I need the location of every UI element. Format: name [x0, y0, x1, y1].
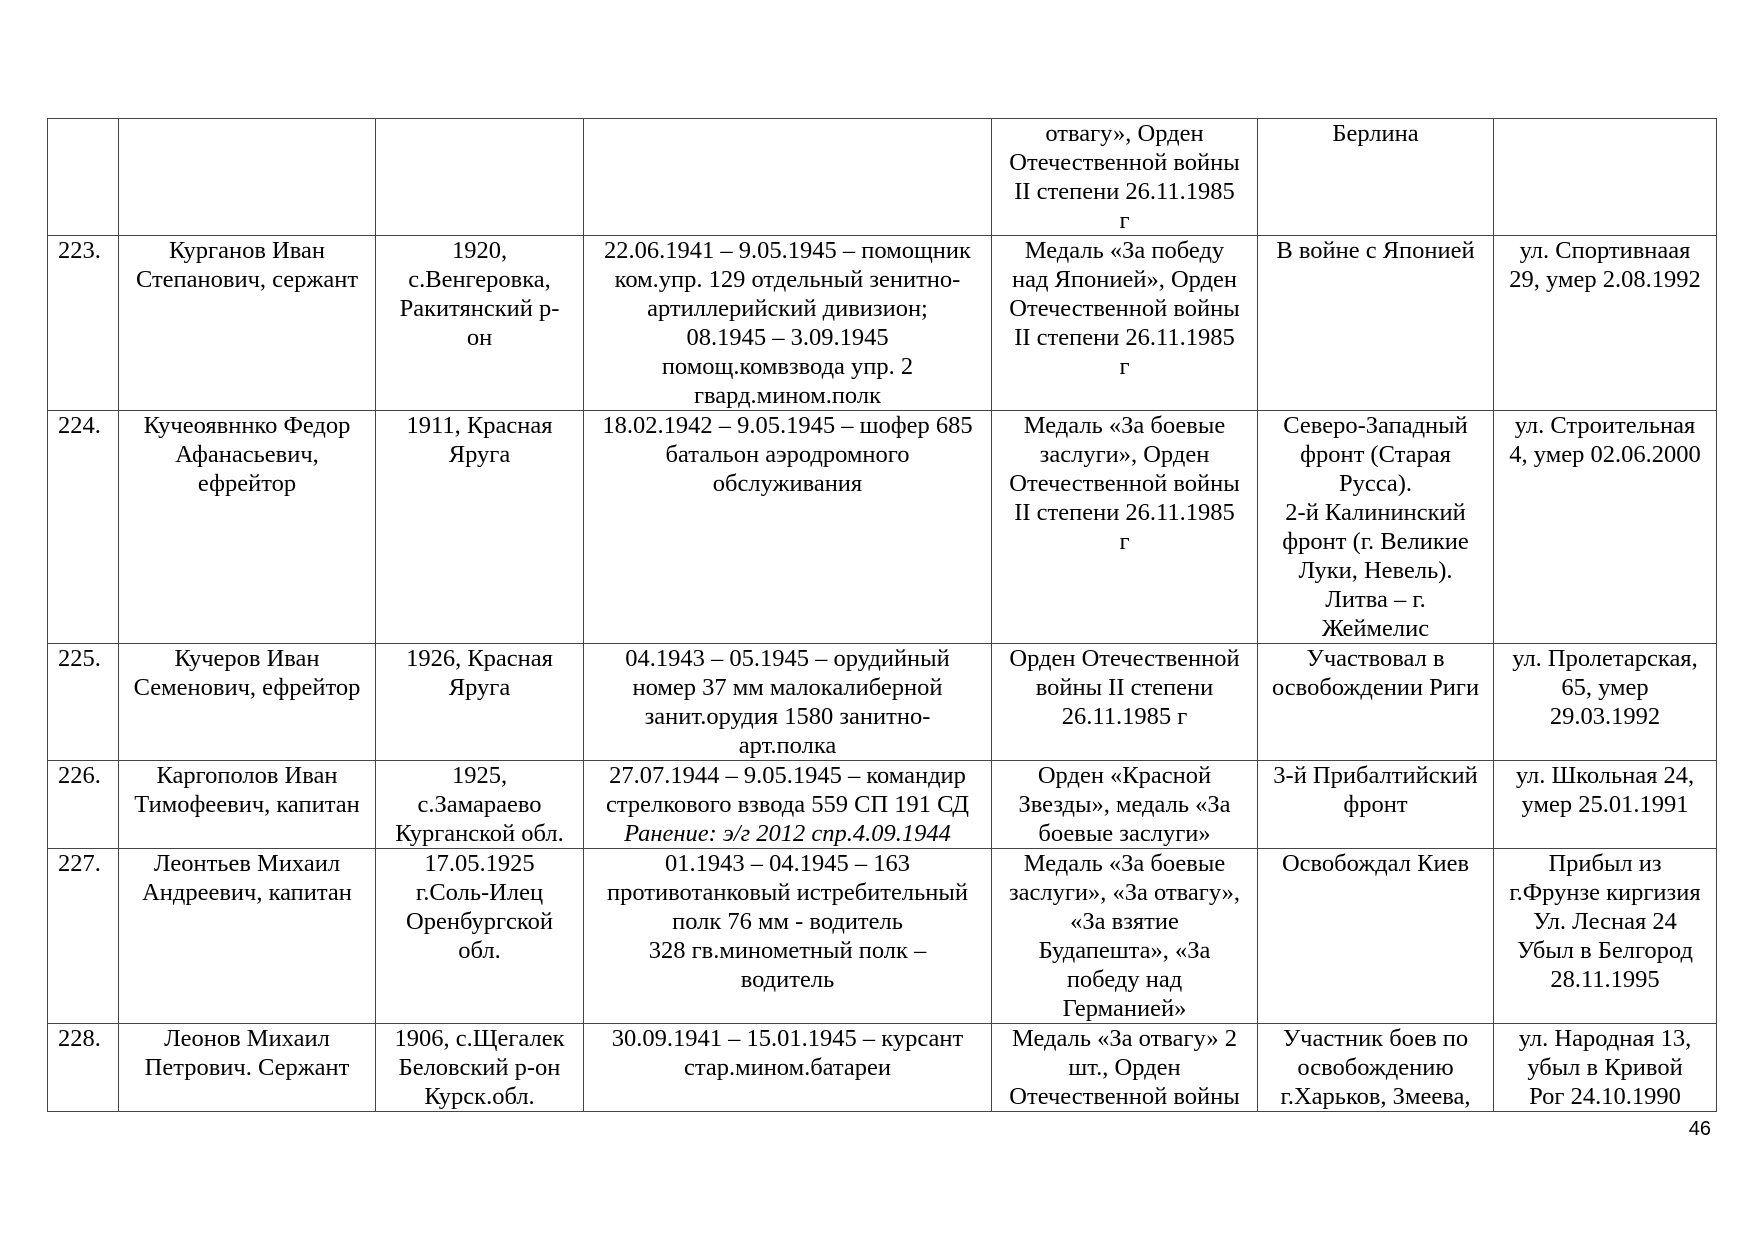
- cell-line: Афанасьевич,: [175, 441, 319, 468]
- cell-line: Леонов Михаил: [164, 1025, 330, 1052]
- cell-line: 65, умер: [1561, 674, 1649, 701]
- cell-line: Яруга: [448, 441, 511, 468]
- table-row: [48, 1024, 1717, 1112]
- cell-line: гвард.мином.полк: [694, 382, 881, 409]
- cell-line: 08.1945 – 3.09.1945: [686, 324, 889, 351]
- cell-line: Ракитянский р-: [399, 295, 560, 322]
- birth-cell: [376, 644, 584, 761]
- cell-line: полк 76 мм - водитель: [672, 908, 903, 935]
- cell-line: Степанович, сержант: [135, 266, 359, 293]
- cell-line: фронт (г. Великие: [1282, 528, 1469, 555]
- table-body: [48, 119, 1717, 1112]
- birth-cell: [376, 411, 584, 644]
- cell-line: батальон аэродромного: [665, 441, 910, 468]
- cell-line: 17.05.1925: [424, 850, 535, 877]
- cell-line: Жеймелис: [1321, 615, 1430, 642]
- cell-line: артиллерийский дивизион;: [647, 295, 928, 322]
- cell-line: Кучеров Иван: [174, 645, 320, 672]
- cell-line: ул. Спортивнаая: [1519, 237, 1691, 264]
- table-row: [48, 849, 1717, 1024]
- cell-line: ул. Строительная: [1514, 412, 1696, 439]
- row-number-cell: 226.: [48, 761, 119, 849]
- cell-line: Оренбургской: [406, 908, 553, 935]
- row-number-cell: 227.: [48, 849, 119, 1024]
- cell-line: Отечественной войны: [1009, 1083, 1240, 1110]
- cell-line: освобождению: [1297, 1054, 1454, 1081]
- cell-line: 29, умер 2.08.1992: [1509, 266, 1701, 293]
- table-row: [48, 761, 1717, 849]
- table-row: [48, 119, 1717, 236]
- service-cell: [584, 411, 992, 644]
- cell-line: Тимофеевич, капитан: [134, 791, 360, 818]
- service-cell: [584, 236, 992, 411]
- awards-cell: [992, 236, 1258, 411]
- battles-cell: [1258, 1024, 1494, 1112]
- cell-line: Курганов Иван: [169, 237, 325, 264]
- cell-line: водитель: [740, 966, 835, 993]
- cell-line: номер 37 мм малокалиберной: [632, 674, 943, 701]
- cell-line: 1925,: [451, 762, 508, 789]
- cell-line: Леонтьев Михаил: [153, 850, 341, 877]
- cell-line: 1920,: [451, 237, 508, 264]
- cell-line: Луки, Невель).: [1298, 557, 1453, 584]
- cell-line: 1926, Красная: [406, 645, 553, 672]
- cell-line: фронт (Старая: [1300, 441, 1451, 468]
- cell-line: II степени 26.11.1985: [1014, 499, 1235, 526]
- cell-line: Убыл в Белгород: [1517, 937, 1693, 964]
- veterans-table: [47, 118, 1717, 1112]
- cell-line: г: [1119, 528, 1130, 555]
- cell-line: В войне с Японией: [1276, 237, 1475, 264]
- row-number-cell: 224.: [48, 411, 119, 644]
- cell-line: помощ.комвзвода упр. 2: [661, 353, 914, 380]
- table-row: [48, 411, 1717, 644]
- cell-line: Северо-Западный: [1283, 412, 1468, 439]
- cell-line: Курганской обл.: [395, 820, 564, 847]
- cell-line: Ул. Лесная 24: [1533, 908, 1677, 935]
- cell-line: г.Соль-Илец: [415, 879, 544, 906]
- cell-line: ефрейтор: [197, 470, 297, 497]
- notes-cell: [1494, 1024, 1717, 1112]
- row-number-cell: 228.: [48, 1024, 119, 1112]
- birth-cell: [376, 849, 584, 1024]
- battles-cell: [1258, 236, 1494, 411]
- name-cell: [119, 849, 376, 1024]
- notes-cell: [1494, 644, 1717, 761]
- cell-line: ул. Народная 13,: [1518, 1025, 1692, 1052]
- cell-line: Яруга: [448, 674, 511, 701]
- birth-cell: [376, 236, 584, 411]
- cell-line: г: [1119, 207, 1130, 234]
- cell-line: Орден «Красной: [1037, 762, 1212, 789]
- cell-line: Звезды», медаль «За: [1018, 791, 1231, 818]
- cell-line: 18.02.1942 – 9.05.1945 – шофер 685: [602, 412, 973, 439]
- cell-line: с.Венгеровка,: [408, 266, 551, 293]
- cell-line: победу над: [1066, 966, 1183, 993]
- cell-line: противотанковый истребительный: [607, 879, 968, 906]
- name-cell: [119, 644, 376, 761]
- table-row: [48, 644, 1717, 761]
- awards-cell: [992, 644, 1258, 761]
- name-cell: [119, 761, 376, 849]
- cell-line: Курск.обл.: [424, 1083, 535, 1110]
- cell-line: обл.: [458, 937, 501, 964]
- cell-line: Андреевич, капитан: [142, 879, 352, 906]
- row-number-cell: 225.: [48, 644, 119, 761]
- awards-cell: [992, 849, 1258, 1024]
- cell-line: освобождении Риги: [1271, 674, 1480, 701]
- cell-line: арт.полка: [738, 732, 837, 759]
- page-number: 46: [1688, 1118, 1711, 1140]
- cell-line: убыл в Кривой: [1527, 1054, 1683, 1081]
- row-number-cell: [48, 119, 119, 236]
- cell-line: «За взятие: [1070, 908, 1179, 935]
- cell-line: 29.03.1992: [1549, 703, 1661, 730]
- cell-line: Медаль «За боевые: [1023, 412, 1226, 439]
- cell-line: Литва – г.: [1325, 586, 1426, 613]
- table-row: [48, 236, 1717, 411]
- wound-note: Ранение: э/г 2012 спр.4.09.1944: [624, 820, 951, 847]
- cell-line: 26.11.1985 г: [1061, 703, 1188, 730]
- cell-line: Русса).: [1338, 470, 1413, 497]
- battles-cell: [1258, 849, 1494, 1024]
- awards-cell: [992, 411, 1258, 644]
- cell-line: 28.11.1995: [1550, 966, 1660, 993]
- notes-cell: [1494, 411, 1717, 644]
- name-cell: [119, 119, 376, 236]
- name-cell: [119, 1024, 376, 1112]
- cell-line: Петрович. Сержант: [144, 1054, 350, 1081]
- name-cell: [119, 411, 376, 644]
- cell-line: Кучеоявннко Федор: [143, 412, 351, 439]
- birth-cell: [376, 119, 584, 236]
- cell-line: стрелкового взвода 559 СП 191 СД: [605, 791, 969, 818]
- cell-line: Отечественной войны: [1009, 295, 1240, 322]
- service-cell: [584, 644, 992, 761]
- cell-line: 1906, с.Щегалек: [394, 1025, 565, 1052]
- cell-line: ком.упр. 129 отдельный зенитно-: [614, 266, 961, 293]
- cell-line: шт., Орден: [1068, 1054, 1181, 1081]
- battles-cell: [1258, 411, 1494, 644]
- cell-line: ул. Пролетарская,: [1512, 645, 1698, 672]
- cell-line: Отечественной войны: [1009, 149, 1240, 176]
- cell-line: занит.орудия 1580 занитно-: [644, 703, 931, 730]
- cell-line: отвагу», Орден: [1045, 120, 1204, 147]
- service-cell: [584, 849, 992, 1024]
- cell-line: 2-й Калининский: [1285, 499, 1466, 526]
- cell-line: Участвовал в: [1306, 645, 1445, 672]
- cell-line: обслуживания: [712, 470, 863, 497]
- row-number-cell: 223.: [48, 236, 119, 411]
- cell-line: фронт: [1343, 791, 1408, 818]
- cell-line: над Японией», Орден: [1011, 266, 1238, 293]
- awards-cell: [992, 761, 1258, 849]
- service-cell: [584, 761, 992, 849]
- cell-line: 27.07.1944 – 9.05.1945 – командир: [609, 762, 966, 789]
- service-cell: [584, 119, 992, 236]
- cell-line: войны II степени: [1035, 674, 1214, 701]
- cell-line: Медаль «За победу: [1024, 237, 1225, 264]
- cell-line: заслуги», «За отвагу»,: [1008, 879, 1241, 906]
- cell-line: II степени 26.11.1985: [1014, 178, 1235, 205]
- cell-line: 04.1943 – 05.1945 – орудийный: [625, 645, 950, 672]
- cell-line: Участник боев по: [1282, 1025, 1469, 1052]
- notes-cell: [1494, 119, 1717, 236]
- service-cell: [584, 1024, 992, 1112]
- birth-cell: [376, 1024, 584, 1112]
- cell-line: умер 25.01.1991: [1521, 791, 1689, 818]
- notes-cell: [1494, 761, 1717, 849]
- cell-line: Будапешта», «За: [1038, 937, 1211, 964]
- cell-line: 328 гв.минометный полк –: [648, 937, 927, 964]
- cell-line: Семенович, ефрейтор: [133, 674, 361, 701]
- cell-line: г.Фрунзе киргизия: [1509, 879, 1701, 906]
- cell-line: г: [1119, 353, 1130, 380]
- cell-line: 22.06.1941 – 9.05.1945 – помощник: [604, 237, 971, 264]
- notes-cell: [1494, 236, 1717, 411]
- cell-line: Освобождал Киев: [1281, 850, 1470, 877]
- cell-line: Рог 24.10.1990: [1529, 1083, 1681, 1110]
- cell-line: Берлина: [1332, 120, 1419, 147]
- cell-line: Беловский р-он: [398, 1054, 561, 1081]
- cell-line: 3-й Прибалтийский: [1273, 762, 1478, 789]
- cell-line: Прибыл из: [1548, 850, 1662, 877]
- cell-line: стар.мином.батареи: [683, 1054, 892, 1081]
- name-cell: [119, 236, 376, 411]
- notes-cell: [1494, 849, 1717, 1024]
- awards-cell: [992, 1024, 1258, 1112]
- battles-cell: [1258, 119, 1494, 236]
- cell-line: II степени 26.11.1985: [1014, 324, 1235, 351]
- cell-line: заслуги», Орден: [1039, 441, 1210, 468]
- cell-line: ул. Школьная 24,: [1515, 762, 1695, 789]
- cell-line: боевые заслуги»: [1038, 820, 1211, 847]
- cell-line: Медаль «За отвагу» 2: [1012, 1025, 1237, 1052]
- cell-line: с.Замараево: [417, 791, 542, 818]
- cell-line: Медаль «За боевые: [1023, 850, 1226, 877]
- cell-line: 1911, Красная: [406, 412, 553, 439]
- cell-line: 4, умер 02.06.2000: [1509, 441, 1701, 468]
- cell-line: Германией»: [1062, 995, 1187, 1022]
- cell-line: он: [466, 324, 493, 351]
- awards-cell: [992, 119, 1258, 236]
- cell-line: Орден Отечественной: [1009, 645, 1240, 672]
- cell-line: г.Харьков, Змеева,: [1280, 1083, 1471, 1110]
- birth-cell: [376, 761, 584, 849]
- cell-line: 30.09.1941 – 15.01.1945 – курсант: [611, 1025, 964, 1052]
- cell-line: Каргополов Иван: [156, 762, 338, 789]
- battles-cell: [1258, 644, 1494, 761]
- battles-cell: [1258, 761, 1494, 849]
- cell-line: 01.1943 – 04.1945 – 163: [665, 850, 910, 877]
- cell-line: Отечественной войны: [1009, 470, 1240, 497]
